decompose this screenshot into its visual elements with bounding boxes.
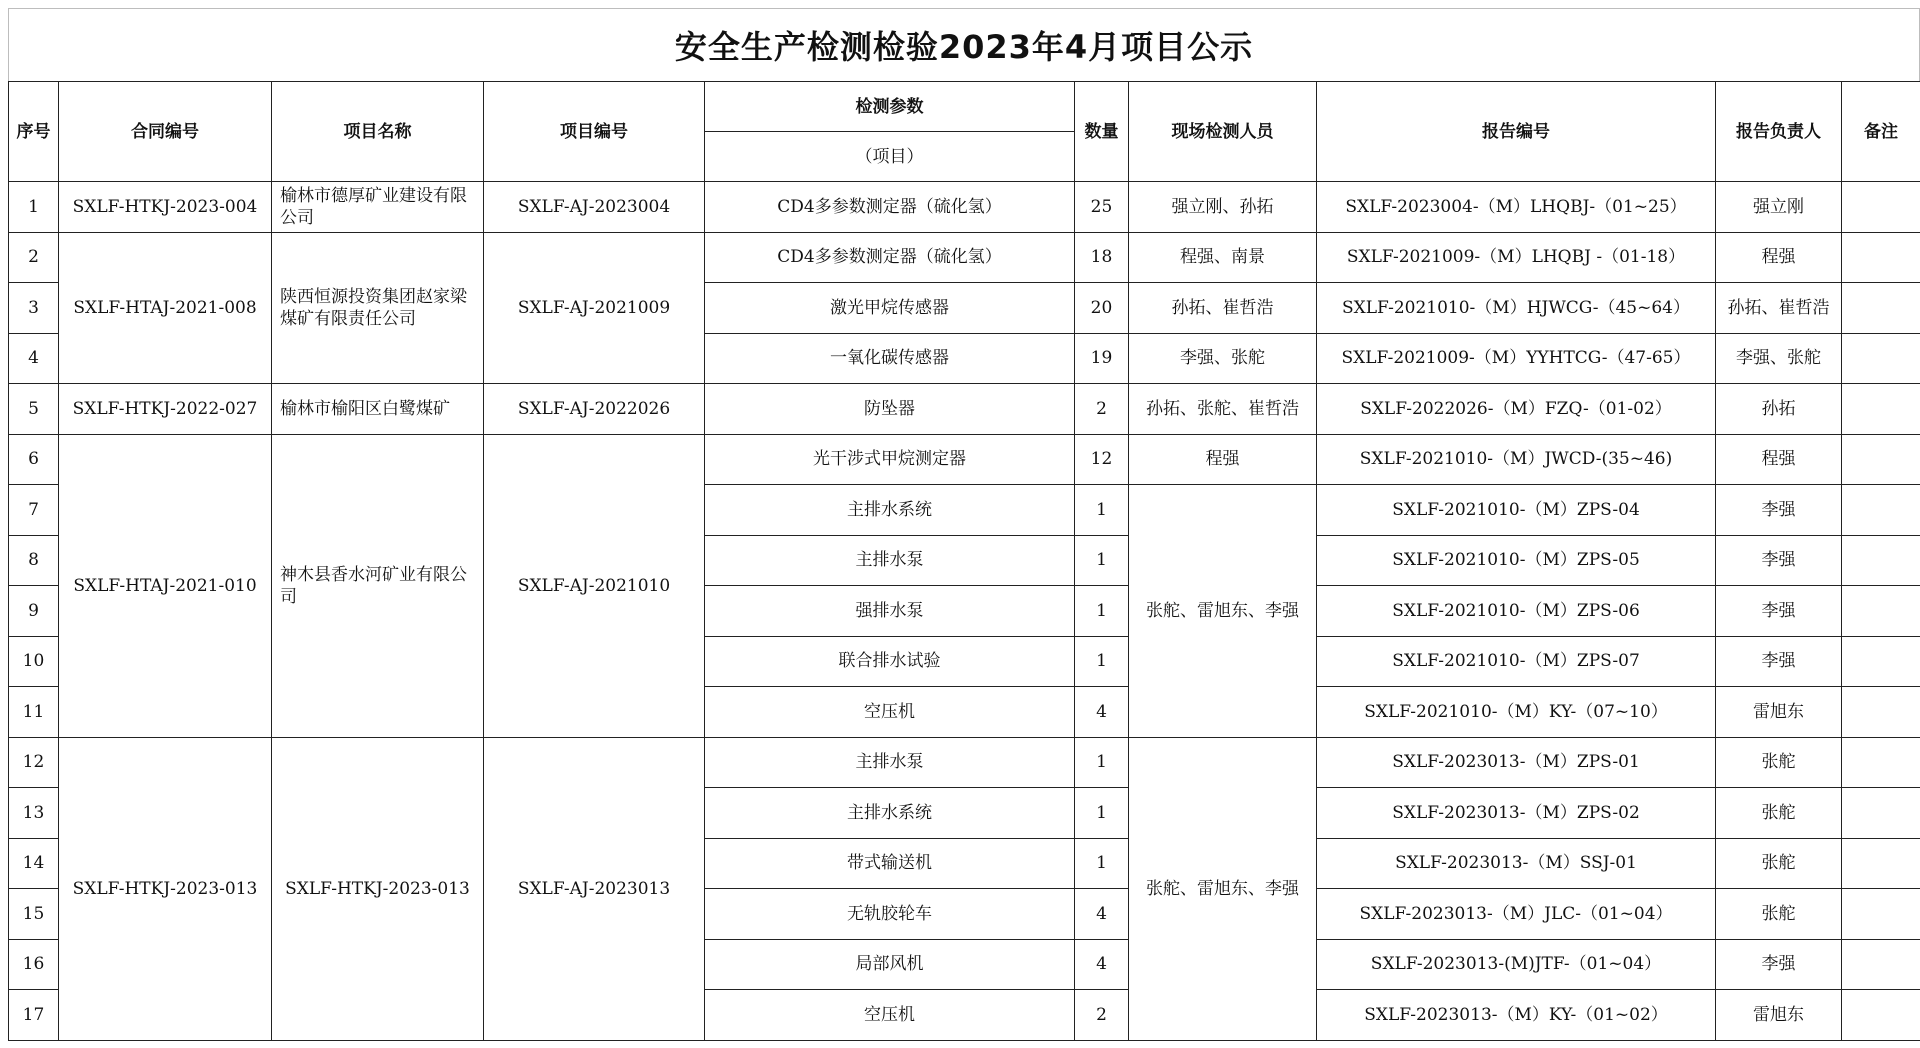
cell-remark	[1842, 687, 1920, 738]
cell-remark	[1842, 384, 1920, 435]
cell-contract-no: SXLF-HTKJ-2022-027	[59, 384, 272, 435]
cell-remark	[1842, 788, 1920, 839]
cell-contract-no: SXLF-HTAJ-2021-008	[59, 232, 272, 384]
cell-seq: 10	[9, 636, 59, 687]
cell-inspectors: 程强	[1129, 434, 1317, 485]
cell-remark	[1842, 232, 1920, 283]
cell-project-no: SXLF-AJ-2023013	[484, 737, 705, 1040]
cell-qty: 1	[1075, 535, 1129, 586]
cell-qty: 1	[1075, 485, 1129, 536]
cell-report-owner: 李强	[1716, 535, 1842, 586]
cell-report-owner: 孙拓、崔哲浩	[1716, 283, 1842, 334]
cell-report-owner: 雷旭东	[1716, 687, 1842, 738]
cell-qty: 18	[1075, 232, 1129, 283]
cell-report-no: SXLF-2021010-（M）ZPS-07	[1317, 636, 1716, 687]
cell-seq: 11	[9, 687, 59, 738]
cell-project-no: SXLF-AJ-2021009	[484, 232, 705, 384]
header-seq: 序号	[9, 82, 59, 182]
cell-seq: 13	[9, 788, 59, 839]
cell-seq: 16	[9, 939, 59, 990]
cell-param: 主排水泵	[705, 535, 1075, 586]
table-row	[9, 384, 1920, 435]
project-table	[8, 81, 1920, 1041]
header-quantity: 数量	[1075, 82, 1129, 182]
cell-qty: 2	[1075, 990, 1129, 1041]
cell-report-owner: 雷旭东	[1716, 990, 1842, 1041]
cell-inspectors: 张舵、雷旭东、李强	[1129, 485, 1317, 738]
cell-param: 光干涉式甲烷测定器	[705, 434, 1075, 485]
cell-inspectors: 孙拓、崔哲浩	[1129, 283, 1317, 334]
cell-report-owner: 孙拓	[1716, 384, 1842, 435]
cell-report-owner: 李强	[1716, 636, 1842, 687]
cell-remark	[1842, 636, 1920, 687]
cell-qty: 19	[1075, 333, 1129, 384]
cell-remark	[1842, 838, 1920, 889]
cell-report-owner: 李强	[1716, 939, 1842, 990]
cell-param: 主排水系统	[705, 788, 1075, 839]
cell-project-name: 榆林市榆阳区白鹭煤矿	[272, 384, 484, 435]
cell-remark	[1842, 889, 1920, 940]
table-row	[9, 737, 1920, 788]
spreadsheet	[8, 8, 1920, 1041]
cell-contract-no: SXLF-HTAJ-2021-010	[59, 434, 272, 737]
cell-report-owner: 张舵	[1716, 788, 1842, 839]
header-report-owner: 报告负责人	[1716, 82, 1842, 182]
table-row	[9, 232, 1920, 283]
cell-project-no: SXLF-AJ-2021010	[484, 434, 705, 737]
cell-remark	[1842, 283, 1920, 334]
cell-seq: 15	[9, 889, 59, 940]
cell-remark	[1842, 737, 1920, 788]
header-contract-no: 合同编号	[59, 82, 272, 182]
document-title: 安全生产检测检验2023年4月项目公示	[8, 8, 1920, 81]
cell-qty: 1	[1075, 586, 1129, 637]
cell-seq: 5	[9, 384, 59, 435]
cell-project-name: 榆林市德厚矿业建设有限公司	[272, 182, 484, 233]
cell-report-owner: 张舵	[1716, 889, 1842, 940]
cell-seq: 3	[9, 283, 59, 334]
cell-report-no: SXLF-2021009-（M）YYHTCG-（47-65）	[1317, 333, 1716, 384]
cell-remark	[1842, 182, 1920, 233]
cell-remark	[1842, 939, 1920, 990]
header-inspectors: 现场检测人员	[1129, 82, 1317, 182]
cell-inspectors: 强立刚、孙拓	[1129, 182, 1317, 233]
cell-report-no: SXLF-2021009-（M）LHQBJ -（01-18）	[1317, 232, 1716, 283]
cell-report-no: SXLF-2021010-（M）ZPS-04	[1317, 485, 1716, 536]
cell-qty: 4	[1075, 889, 1129, 940]
cell-seq: 17	[9, 990, 59, 1041]
cell-param: 防坠器	[705, 384, 1075, 435]
cell-qty: 12	[1075, 434, 1129, 485]
cell-report-owner: 程强	[1716, 434, 1842, 485]
cell-param: 局部风机	[705, 939, 1075, 990]
cell-qty: 1	[1075, 788, 1129, 839]
header-report-no: 报告编号	[1317, 82, 1716, 182]
cell-report-owner: 李强	[1716, 485, 1842, 536]
cell-seq: 4	[9, 333, 59, 384]
cell-qty: 25	[1075, 182, 1129, 233]
cell-remark	[1842, 485, 1920, 536]
cell-remark	[1842, 434, 1920, 485]
cell-qty: 4	[1075, 687, 1129, 738]
cell-param: 主排水泵	[705, 737, 1075, 788]
cell-report-no: SXLF-2021010-（M）HJWCG-（45~64）	[1317, 283, 1716, 334]
cell-param: CD4多参数测定器（硫化氢）	[705, 232, 1075, 283]
cell-remark	[1842, 586, 1920, 637]
cell-report-owner: 张舵	[1716, 838, 1842, 889]
cell-param: 带式输送机	[705, 838, 1075, 889]
cell-param: 空压机	[705, 687, 1075, 738]
cell-param: 强排水泵	[705, 586, 1075, 637]
cell-seq: 8	[9, 535, 59, 586]
cell-report-no: SXLF-2023013-(M)JTF-（01~04）	[1317, 939, 1716, 990]
cell-report-no: SXLF-2021010-（M）ZPS-06	[1317, 586, 1716, 637]
cell-inspectors: 程强、南景	[1129, 232, 1317, 283]
cell-seq: 12	[9, 737, 59, 788]
cell-project-name: 陕西恒源投资集团赵家梁煤矿有限责任公司	[272, 232, 484, 384]
cell-param: 激光甲烷传感器	[705, 283, 1075, 334]
cell-qty: 2	[1075, 384, 1129, 435]
cell-qty: 1	[1075, 737, 1129, 788]
cell-remark	[1842, 535, 1920, 586]
cell-report-no: SXLF-2023013-（M）ZPS-01	[1317, 737, 1716, 788]
cell-contract-no: SXLF-HTKJ-2023-013	[59, 737, 272, 1040]
header-param: 检测参数	[705, 82, 1075, 132]
cell-qty: 4	[1075, 939, 1129, 990]
cell-param: 空压机	[705, 990, 1075, 1041]
cell-seq: 14	[9, 838, 59, 889]
cell-report-owner: 李强	[1716, 586, 1842, 637]
cell-report-no: SXLF-2022026-（M）FZQ-（01-02）	[1317, 384, 1716, 435]
cell-qty: 1	[1075, 838, 1129, 889]
cell-report-owner: 李强、张舵	[1716, 333, 1842, 384]
table-row	[9, 182, 1920, 233]
cell-seq: 1	[9, 182, 59, 233]
cell-contract-no: SXLF-HTKJ-2023-004	[59, 182, 272, 233]
header-project-name: 项目名称	[272, 82, 484, 182]
cell-param: 无轨胶轮车	[705, 889, 1075, 940]
cell-remark	[1842, 990, 1920, 1041]
cell-project-no: SXLF-AJ-2022026	[484, 384, 705, 435]
cell-seq: 9	[9, 586, 59, 637]
cell-seq: 6	[9, 434, 59, 485]
cell-report-no: SXLF-2023004-（M）LHQBJ-（01~25）	[1317, 182, 1716, 233]
cell-qty: 20	[1075, 283, 1129, 334]
cell-project-name: 神木县香水河矿业有限公司	[272, 434, 484, 737]
header-param-sub: （项目）	[705, 132, 1075, 182]
cell-report-owner: 程强	[1716, 232, 1842, 283]
table-row	[9, 434, 1920, 485]
cell-project-no: SXLF-AJ-2023004	[484, 182, 705, 233]
cell-inspectors: 张舵、雷旭东、李强	[1129, 737, 1317, 1040]
cell-report-no: SXLF-2021010-（M）ZPS-05	[1317, 535, 1716, 586]
cell-report-no: SXLF-2021010-（M）JWCD-(35~46)	[1317, 434, 1716, 485]
cell-report-no: SXLF-2023013-（M）ZPS-02	[1317, 788, 1716, 839]
cell-report-no: SXLF-2023013-（M）JLC-（01~04）	[1317, 889, 1716, 940]
cell-qty: 1	[1075, 636, 1129, 687]
cell-remark	[1842, 333, 1920, 384]
cell-seq: 2	[9, 232, 59, 283]
cell-report-no: SXLF-2023013-（M）KY-（01~02）	[1317, 990, 1716, 1041]
cell-param: 一氧化碳传感器	[705, 333, 1075, 384]
cell-inspectors: 孙拓、张舵、崔哲浩	[1129, 384, 1317, 435]
cell-param: CD4多参数测定器（硫化氢）	[705, 182, 1075, 233]
cell-inspectors: 李强、张舵	[1129, 333, 1317, 384]
cell-report-owner: 张舵	[1716, 737, 1842, 788]
header-project-no: 项目编号	[484, 82, 705, 182]
header-remark: 备注	[1842, 82, 1920, 182]
cell-report-no: SXLF-2023013-（M）SSJ-01	[1317, 838, 1716, 889]
cell-report-no: SXLF-2021010-（M）KY-（07~10）	[1317, 687, 1716, 738]
cell-param: 主排水系统	[705, 485, 1075, 536]
cell-seq: 7	[9, 485, 59, 536]
cell-project-name: SXLF-HTKJ-2023-013	[272, 737, 484, 1040]
cell-param: 联合排水试验	[705, 636, 1075, 687]
cell-report-owner: 强立刚	[1716, 182, 1842, 233]
